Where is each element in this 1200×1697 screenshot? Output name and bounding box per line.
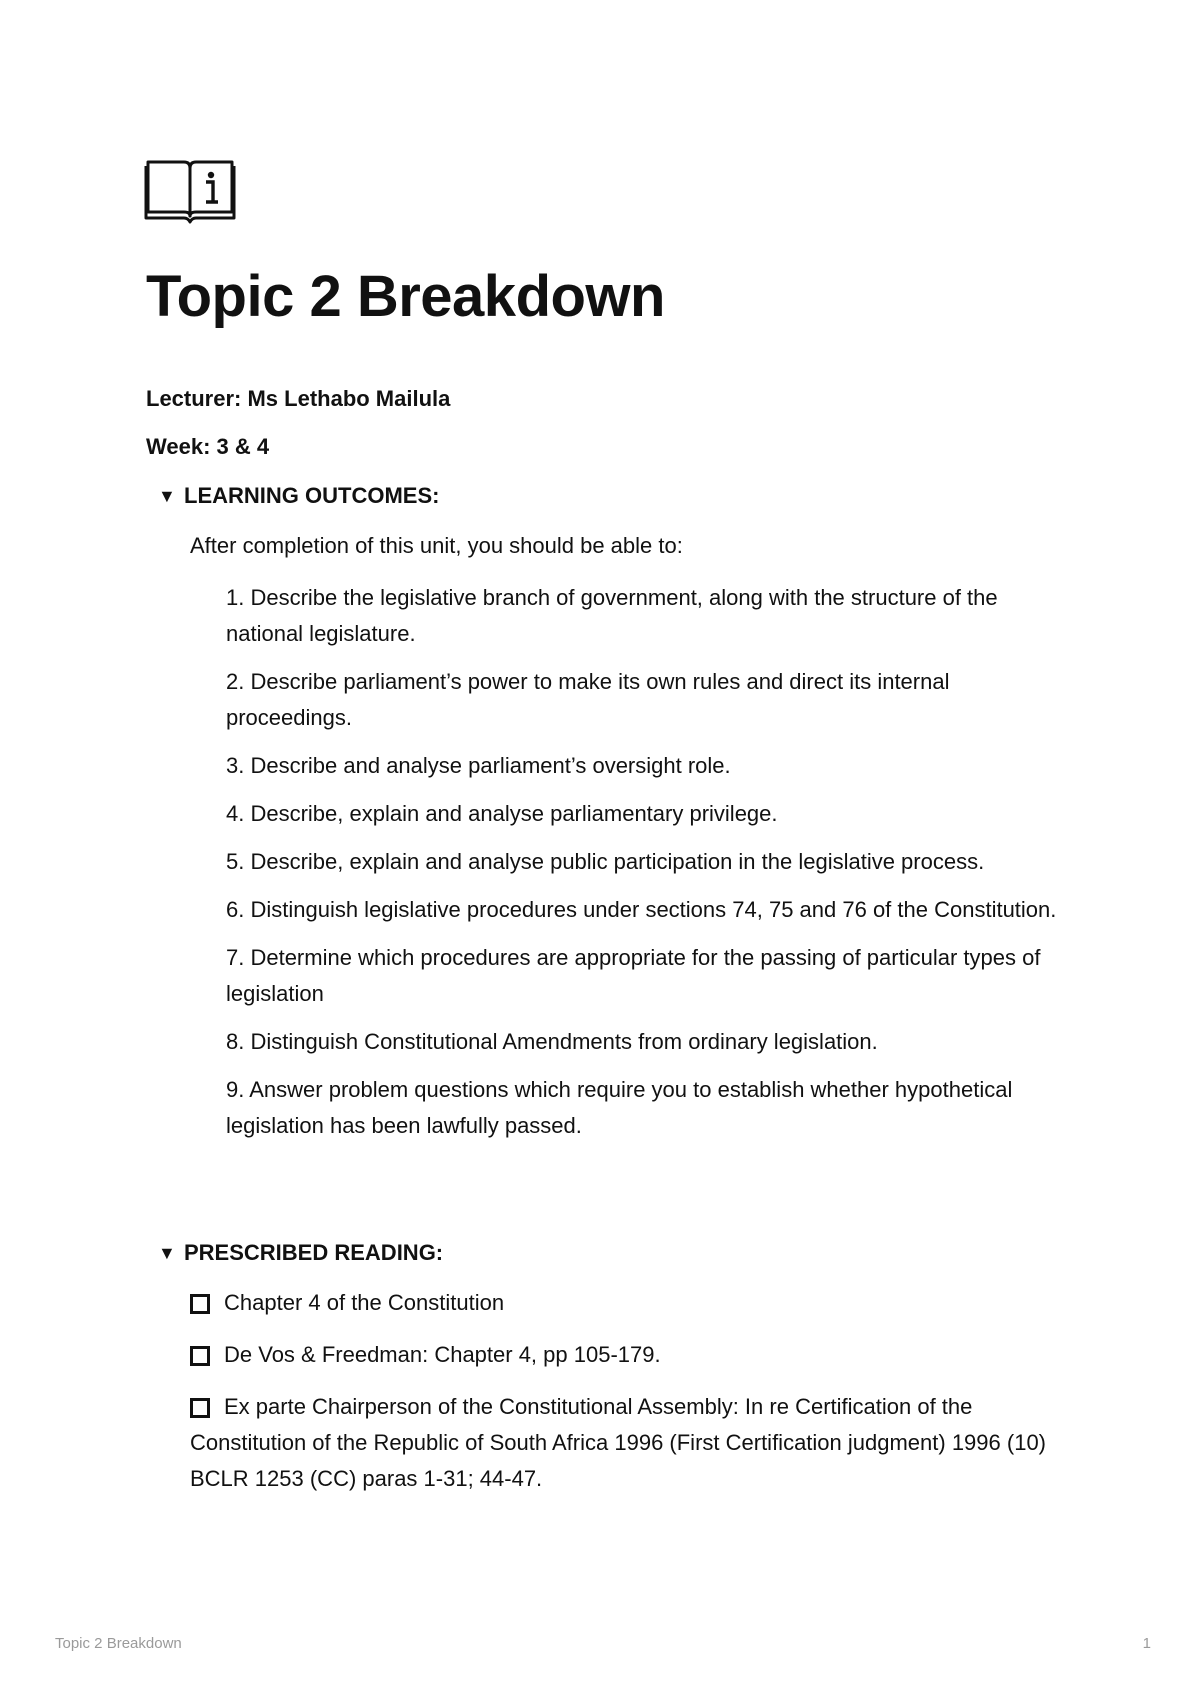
outcome-item: 2. Describe parliament’s power to make its own rules and direct its internal proceedings. (226, 669, 950, 730)
reading-item (190, 1389, 1070, 1497)
checkbox-icon[interactable] (190, 1346, 210, 1366)
lecturer-line: Lecturer: Ms Lethabo Mailula (146, 386, 451, 411)
page-title: Topic 2 Breakdown (146, 264, 665, 329)
footer-page-number: 1 (1142, 1635, 1151, 1652)
outcome-item: 1. Describe the legislative branch of government, along with the structure of the national legislature. (226, 585, 998, 646)
learning-outcomes-list (226, 580, 1076, 1156)
learning-outcomes-toggle[interactable] (158, 481, 439, 511)
prescribed-reading-toggle[interactable] (158, 1238, 443, 1268)
outcome-item: 4. Describe, explain and analyse parliamentary privilege. (226, 801, 778, 826)
toggle-triangle-icon: ▼ (158, 1243, 176, 1263)
footer-title: Topic 2 Breakdown (55, 1635, 182, 1652)
outcome-item: 5. Describe, explain and analyse public participation in the legislative process. (226, 849, 985, 874)
week-line: Week: 3 & 4 (146, 434, 270, 459)
checkbox-icon[interactable] (190, 1294, 210, 1314)
learning-outcomes-heading: LEARNING OUTCOMES: (184, 483, 440, 508)
learning-outcomes-intro: After completion of this unit, you should be able to: (190, 533, 683, 558)
outcome-item: 9. Answer problem questions which require you to establish whether hypothetical legislation has been lawfully passed. (226, 1077, 1013, 1138)
outcome-item: 3. Describe and analyse parliament’s oversight role. (226, 753, 731, 778)
reading-item-text: Chapter 4 of the Constitution (224, 1290, 505, 1315)
prescribed-reading-list (190, 1285, 1070, 1513)
reading-item-text: De Vos & Freedman: Chapter 4, pp 105-179. (224, 1342, 661, 1367)
outcome-item: 6. Distinguish legislative procedures under sections 74, 75 and 76 of the Constitution. (226, 897, 1057, 922)
checkbox-icon[interactable] (190, 1398, 210, 1418)
reading-item (190, 1337, 1070, 1373)
outcome-item: 8. Distinguish Constitutional Amendments from ordinary legislation. (226, 1029, 878, 1054)
reading-item-text: Ex parte Chairperson of the Constitutional Assembly: In re Certification of the Constitution of the Republic of South Africa 1996 (First Certification judgment) 1996 (10) BCLR 1253 (CC) paras 1-31; 44-47. (190, 1394, 1047, 1491)
prescribed-reading-heading: PRESCRIBED READING: (184, 1240, 444, 1265)
toggle-triangle-icon: ▼ (158, 486, 176, 506)
book-info-icon (144, 154, 236, 226)
outcome-item: 7. Determine which procedures are appropriate for the passing of particular types of legislation (226, 945, 1041, 1006)
reading-item (190, 1285, 1070, 1321)
